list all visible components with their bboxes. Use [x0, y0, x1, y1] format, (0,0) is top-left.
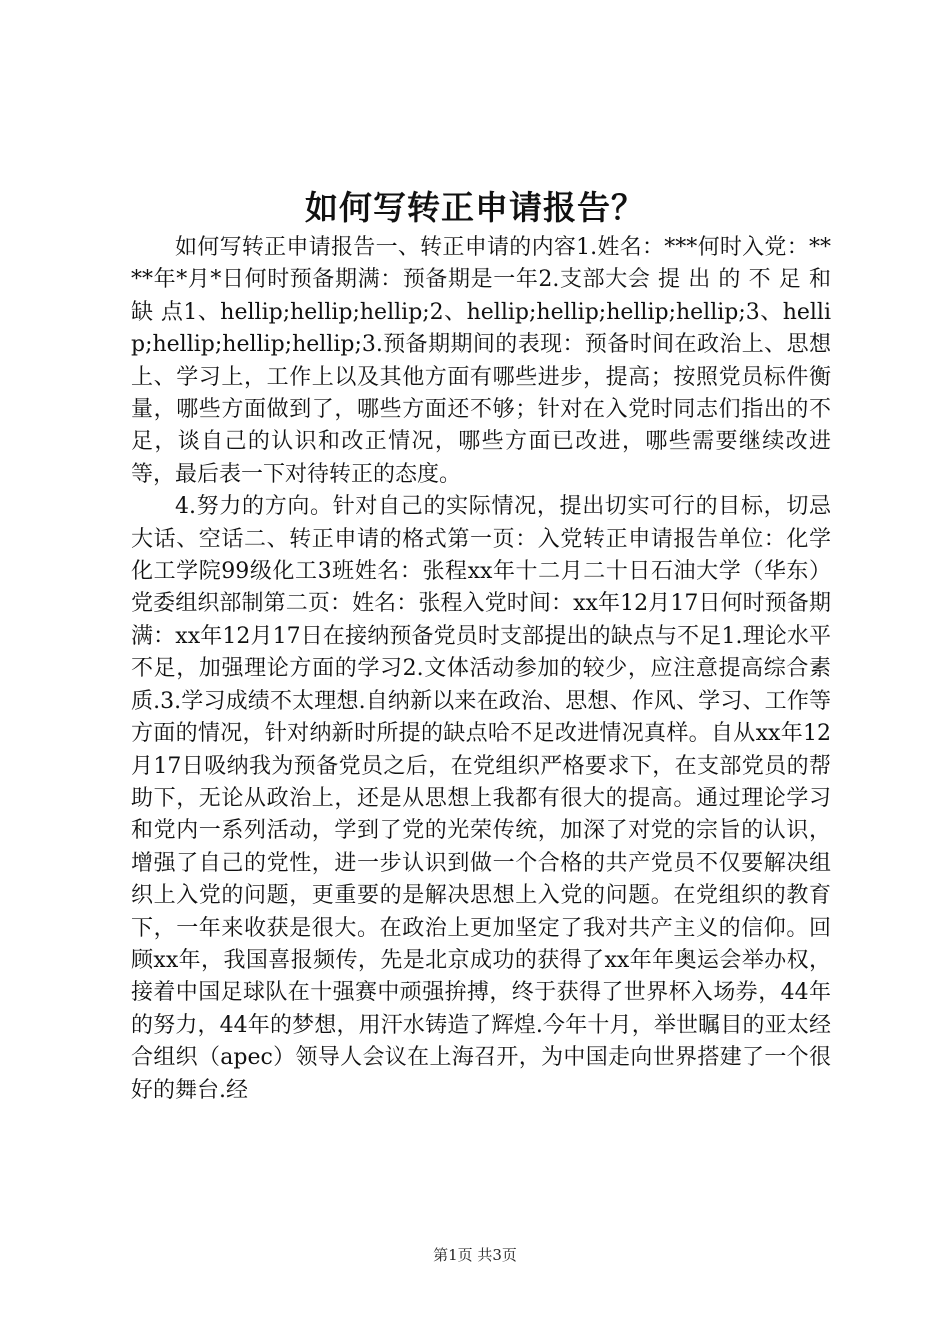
page-footer: 第1页 共3页	[433, 1246, 517, 1264]
document-title: 如何写转正申请报告？	[305, 188, 645, 227]
body-paragraph-1: 如何写转正申请报告一、转正申请的内容1.姓名：***何时入党：****年*月*日何时预备期满：预备期是一年2.支部大会 提 出 的 不 足 和 缺 点1、hellip;hellip;hellip;2、hellip;hellip;hellip;hellip;3、hellip;hellip;hellip;hellip;3.预备期期间的表现：预备时间在政治上、思想上、学习上，工作上以及其他方面有哪些进步，提高；按照党员标件衡量，哪些方面做到了，哪些方面还不够；针对在入党时同志们指出的不足，谈自己的认识和改正情况，哪些方面已改进，哪些需要继续改进等，最后表一下对待转正的态度。	[131, 235, 831, 487]
body-paragraph-2: 4.努力的方向。针对自己的实际情况，提出切实可行的目标，切忌大话、空话二、转正申请的格式第一页：入党转正申请报告单位：化学化工学院99级化工3班姓名：张程xx年十二月二十日石油大学（华东）党委组织部制第二页：姓名：张程入党时间：xx年12月17日何时预备期满：xx年12月17日在接纳预备党员时支部提出的缺点与不足1.理论水平不足，加强理论方面的学习2.文体活动参加的较少，应注意提高综合素质.3.学习成绩不太理想.自纳新以来在政治、思想、作风、学习、工作等方面的情况，针对纳新时所提的缺点哈不足改进情况真样。自从xx年12月17日吸纳我为预备党员之后，在党组织严格要求下，在支部党员的帮助下，无论从政治上，还是从思想上我都有很大的提高。通过理论学习和党内一系列活动，学到了党的光荣传统，加深了对党的宗旨的认识，增强了自己的党性，进一步认识到做一个合格的共产党员不仅要解决组织上入党的问题，更重要的是解决思想上入党的问题。在党组织的教育下，一年来收获是很大。在政治上更加坚定了我对共产主义的信仰。回顾xx年，我国喜报频传，先是北京成功的获得了xx年年奥运会举办权，接着中国足球队在十强赛中顽强拚搏，终于获得了世界杯入场券，44年的努力，44年的梦想，用汗水铸造了辉煌.今年十月，举世瞩目的亚太经合组织（apec）领导人会议在上海召开，为中国走向世界搭建了一个很好的舞台.经	[131, 494, 831, 1103]
document-body	[131, 232, 831, 1107]
